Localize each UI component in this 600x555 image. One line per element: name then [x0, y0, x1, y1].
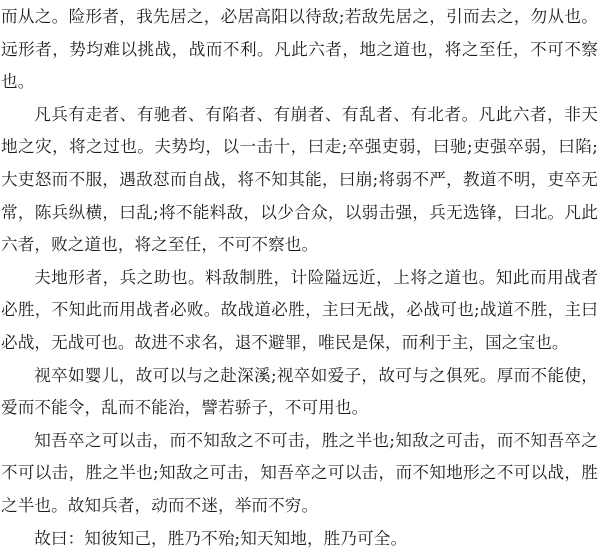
- paragraph: 视卒如婴儿，故可以与之赴深溪;视卒如爱子，故可与之俱死。厚而不能使，爱而不能令，乱而不能治，譬若骄子，不可用也。: [1, 365, 598, 418]
- paragraph: 知吾卒之可以击，而不知敌之不可击，胜之半也;知敌之可击，而不知吾卒之不可以击，胜之半也;知敌之可击，知吾卒之可以击，而不知地形之不可以战，胜之半也。故知兵者，动而不迷，举而不穷。: [1, 430, 598, 515]
- paragraph: 故曰：知彼知己，胜乃不殆;知天知地，胜乃可全。: [34, 528, 408, 548]
- paragraph: 而从之。险形者，我先居之，必居高阳以待敌;若敌先居之，引而去之，勿从也。远形者，势均难以挑战，战而不利。凡此六者，地之道也，将之至任，不可不察也。: [1, 7, 598, 92]
- paragraph: 凡兵有走者、有驰者、有陷者、有崩者、有乱者、有北者。凡此六者，非天地之灾，将之过也。夫势均，以一击十，曰走;卒强吏弱，曰驰;吏强卒弱，曰陷;大吏怒而不服，遇敌怼而自战，将不知其能，曰崩;将弱不严，教道不明，吏卒无常，陈兵纵横，曰乱;将不能料敌，以少合众，以弱击强，兵无选锋，曰北。凡此六者，败之道也，将之至任，不可不察也。: [1, 104, 598, 255]
- paragraph: 夫地形者，兵之助也。料敌制胜，计险隘远近，上将之道也。知此而用战者必胜，不知此而用战者必败。故战道必胜，主曰无战，必战可也;战道不胜，主曰必战，无战可也。故进不求名，退不避罪，唯民是保，而利于主，国之宝也。: [1, 267, 598, 352]
